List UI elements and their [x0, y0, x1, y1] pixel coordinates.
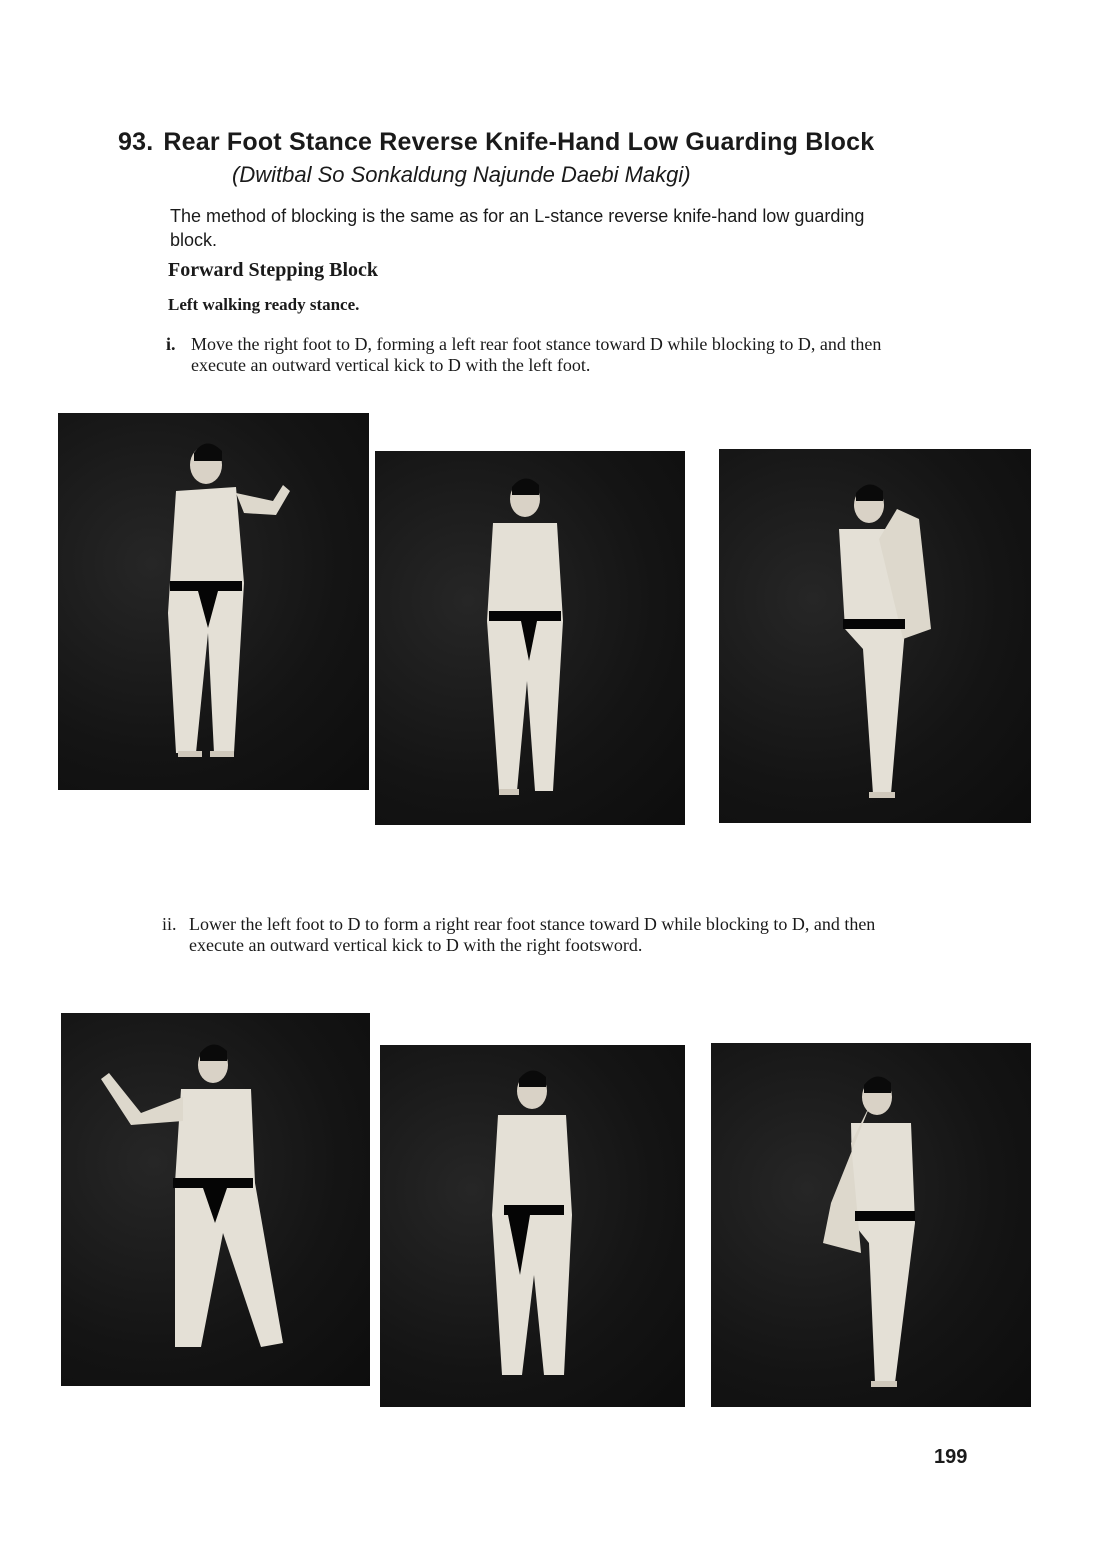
step-2-label: ii.	[162, 914, 177, 934]
section-number: 93.	[118, 128, 154, 156]
section-subtitle: (Dwitbal So Sonkaldung Najunde Daebi Makgi)	[232, 162, 691, 187]
ready-stance-heading: Left walking ready stance.	[168, 295, 360, 314]
intro-paragraph: The method of blocking is the same as for an L-stance reverse knife-hand low guarding block.	[170, 206, 865, 250]
page-number: 199	[934, 1446, 968, 1468]
step-1-label: i.	[166, 334, 176, 354]
section-title	[118, 128, 998, 157]
photo-step2-block	[61, 1013, 370, 1386]
step-1	[166, 334, 931, 376]
step-2	[162, 914, 929, 956]
photo-step1-block	[58, 413, 369, 790]
step-1-text: Move the right foot to D, forming a left rear foot stance toward D while blocking to D, and then execute an outward vertical kick to D with the left foot.	[191, 334, 882, 375]
section-title-text: Rear Foot Stance Reverse Knife-Hand Low Guarding Block	[163, 128, 875, 156]
photo-step2-transition	[380, 1045, 685, 1407]
photo-step1-kick	[719, 449, 1031, 823]
step-2-text: Lower the left foot to D to form a right rear foot stance toward D while blocking to D, and then execute an outward vertical kick to D with the right footsword.	[189, 914, 876, 955]
photo-step1-transition	[375, 451, 685, 825]
photo-step2-kick	[711, 1043, 1031, 1407]
forward-stepping-heading: Forward Stepping Block	[168, 259, 379, 281]
